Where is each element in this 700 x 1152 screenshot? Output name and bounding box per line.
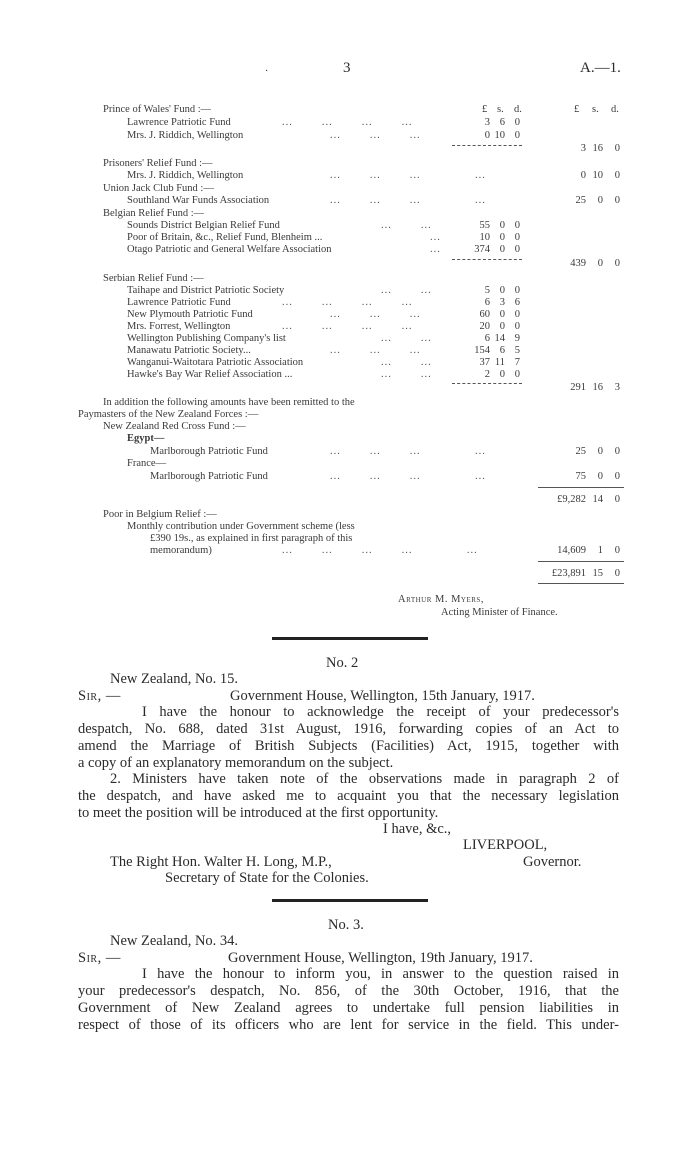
letter2-p2-line1: 2. Ministers have taken note of the observations made in paragraph 2 of bbox=[110, 771, 619, 787]
account-title: Prince of Wales' Fund :— bbox=[103, 104, 212, 115]
page-number: 3 bbox=[343, 60, 351, 76]
leader-dots: ... ... ... ... bbox=[330, 195, 486, 206]
total-shillings: 0 bbox=[597, 446, 603, 457]
total-pence: 0 bbox=[614, 258, 620, 269]
amount-shillings: 0 bbox=[499, 220, 505, 231]
leader-dots: ... ... ... ... bbox=[282, 321, 413, 332]
document-ref: A.—1. bbox=[580, 60, 621, 76]
grand-total-line bbox=[0, 567, 700, 580]
amount-pounds: 60 bbox=[479, 309, 490, 320]
total-pence: 3 bbox=[614, 382, 620, 393]
leader-dots: ... ... bbox=[381, 285, 432, 296]
section-divider bbox=[272, 899, 428, 902]
account-title: Belgian Relief Fund :— bbox=[103, 208, 205, 219]
total-shillings: 16 bbox=[592, 143, 603, 154]
poor-belgium-line2: £390 19s., as explained in first paragraph of this bbox=[150, 533, 353, 544]
amount-pounds: 0 bbox=[484, 130, 490, 141]
total-pounds: 25 bbox=[575, 195, 586, 206]
account-line bbox=[0, 116, 700, 129]
leader-dots: ... ... ... ... bbox=[330, 471, 486, 482]
total-shillings: 1 bbox=[597, 545, 603, 556]
total-shillings: 10 bbox=[592, 170, 603, 181]
leader-dots: ... ... bbox=[381, 220, 432, 231]
amount-pence: 9 bbox=[514, 333, 520, 344]
letter3-ref: New Zealand, No. 34. bbox=[110, 933, 239, 949]
account-line bbox=[0, 194, 700, 207]
account-line-label: Hawke's Bay War Relief Association ... bbox=[127, 369, 293, 380]
amount-shillings: 10 bbox=[494, 130, 505, 141]
col2-pounds: £ bbox=[574, 104, 580, 115]
poor-belgium-line1: Monthly contribution under Government scheme (less bbox=[127, 521, 355, 532]
col2-shillings: s. bbox=[592, 104, 599, 115]
amount-shillings: 0 bbox=[499, 285, 505, 296]
account-line-label: Taihape and District Patriotic Society bbox=[127, 285, 285, 296]
letter2-addressee-line2: Secretary of State for the Colonies. bbox=[165, 870, 369, 886]
subtotal-pence: 0 bbox=[614, 494, 620, 505]
account-line-label: Lawrence Patriotic Fund bbox=[127, 117, 231, 128]
account-title-prince bbox=[0, 103, 700, 116]
account-line-label: Mrs. Forrest, Wellington bbox=[127, 321, 231, 332]
egypt-heading: Egypt— bbox=[127, 433, 165, 444]
remitted-intro-line2: Paymasters of the New Zealand Forces :— bbox=[78, 409, 259, 420]
amount-shillings: 11 bbox=[494, 357, 505, 368]
amount-pence: 0 bbox=[514, 232, 520, 243]
amount-pence: 6 bbox=[514, 297, 520, 308]
leader-dots: ... ... ... bbox=[330, 130, 421, 141]
leader-dots: ... ... ... bbox=[330, 345, 421, 356]
account-line-label: Wellington Publishing Company's list bbox=[127, 333, 286, 344]
leader-dots: ... ... bbox=[381, 369, 432, 380]
leader-dots: ... ... ... ... bbox=[330, 170, 486, 181]
total-shillings: 0 bbox=[597, 258, 603, 269]
leader-dots: ... bbox=[430, 232, 441, 243]
amount-pence: 7 bbox=[514, 357, 520, 368]
letter2-p1-line1: I have the honour to acknowledge the receipt of your predecessor's bbox=[142, 704, 619, 720]
total-pounds: 25 bbox=[575, 446, 586, 457]
grand-total-rule bbox=[538, 561, 624, 562]
amount-pounds: 55 bbox=[479, 220, 490, 231]
amount-pounds: 6 bbox=[484, 333, 490, 344]
subtotal-rule bbox=[538, 487, 624, 488]
amount-shillings: 0 bbox=[499, 244, 505, 255]
account-line-label: Mrs. J. Riddich, Wellington bbox=[127, 170, 244, 181]
total-pounds: 75 bbox=[575, 471, 586, 482]
amount-pence: 0 bbox=[514, 130, 520, 141]
france-heading: France— bbox=[127, 458, 167, 469]
remitted-intro-line1: In addition the following amounts have been remitted to the bbox=[103, 397, 355, 408]
amount-pence: 0 bbox=[514, 321, 520, 332]
total-pence: 0 bbox=[614, 195, 620, 206]
grand-total-shillings: 15 bbox=[592, 568, 603, 579]
letter2-p1-line4: a copy of an explanatory memorandum on the subject. bbox=[78, 755, 394, 771]
total-pence: 0 bbox=[614, 143, 620, 154]
amount-shillings: 6 bbox=[499, 345, 505, 356]
account-line-label: Poor of Britain, &c., Relief Fund, Blenheim ... bbox=[127, 232, 323, 243]
account-total bbox=[0, 257, 700, 270]
letter3-p1-line2: your predecessor's despatch, No. 856, of the 30th October, 1916, that the bbox=[78, 983, 619, 999]
subtotal-shillings: 14 bbox=[592, 494, 603, 505]
letter3-salutation: Sir, — bbox=[78, 950, 121, 966]
letter2-address: Government House, Wellington, 15th January, 1917. bbox=[230, 688, 535, 704]
account-line-label: Manawatu Patriotic Society... bbox=[127, 345, 251, 356]
letter2-number: No. 2 bbox=[326, 655, 359, 671]
amount-pounds: 20 bbox=[479, 321, 490, 332]
amount-pounds: 154 bbox=[474, 345, 490, 356]
header-dot: · bbox=[265, 66, 269, 77]
signature-name: Arthur M. Myers, bbox=[398, 594, 484, 605]
account-line-label: New Plymouth Patriotic Fund bbox=[127, 309, 253, 320]
amount-pounds: 10 bbox=[479, 232, 490, 243]
leader-dots: ... bbox=[430, 244, 441, 255]
poor-belgium-title: Poor in Belgium Relief :— bbox=[103, 509, 217, 520]
grand-total-underline bbox=[538, 583, 624, 584]
leader-dots: ... ... bbox=[381, 357, 432, 368]
account-total bbox=[0, 381, 700, 394]
letter2-closing: I have, &c., bbox=[383, 821, 452, 837]
account-line bbox=[0, 368, 700, 381]
total-pounds: 14,609 bbox=[557, 545, 586, 556]
leader-dots: ... ... ... ... bbox=[282, 297, 413, 308]
account-line-label: Mrs. J. Riddich, Wellington bbox=[127, 130, 244, 141]
letter3-p1-line1: I have the honour to inform you, in answer to the question raised in bbox=[142, 966, 619, 982]
red-cross-fund-title: New Zealand Red Cross Fund :— bbox=[103, 421, 246, 432]
amount-pounds: 5 bbox=[484, 285, 490, 296]
letter2-p1-line2: despatch, No. 688, dated 31st August, 1916, forwarding copies of an Act to bbox=[78, 721, 619, 737]
letter2-ref: New Zealand, No. 15. bbox=[110, 671, 239, 687]
letter2-signer: LIVERPOOL, bbox=[463, 837, 548, 853]
amount-pounds: 374 bbox=[474, 244, 490, 255]
total-pounds: 0 bbox=[580, 170, 586, 181]
leader-dots: ... ... ... ... ... bbox=[282, 545, 478, 556]
amount-pounds: 37 bbox=[479, 357, 490, 368]
letter3-number: No. 3. bbox=[328, 917, 364, 933]
letter3-p1-line3: Government of New Zealand agrees to undertake full pension liabilities in bbox=[78, 1000, 619, 1016]
total-pounds: 439 bbox=[570, 258, 586, 269]
account-title: Union Jack Club Fund :— bbox=[103, 183, 214, 194]
subtotal-pounds: £9,282 bbox=[557, 494, 586, 505]
total-shillings: 16 bbox=[592, 382, 603, 393]
letter2-signer-title: Governor. bbox=[523, 854, 582, 870]
letter2-p2-line2: the despatch, and have asked me to acquaint you that the necessary legislation bbox=[78, 788, 619, 804]
section-divider bbox=[272, 637, 428, 640]
account-total bbox=[0, 142, 700, 155]
account-line bbox=[0, 129, 700, 142]
amount-shillings: 14 bbox=[494, 333, 505, 344]
amount-pounds: 6 bbox=[484, 297, 490, 308]
letter2-p2-line3: to meet the position will be introduced at the first opportunity. bbox=[78, 805, 439, 821]
amount-shillings: 0 bbox=[499, 321, 505, 332]
poor-belgium-total-line bbox=[0, 544, 700, 557]
amount-pounds: 3 bbox=[484, 117, 490, 128]
france-item-label: Marlborough Patriotic Fund bbox=[150, 471, 268, 482]
col1-pence: d. bbox=[514, 104, 522, 115]
egypt-item-label: Marlborough Patriotic Fund bbox=[150, 446, 268, 457]
account-line-label: Otago Patriotic and General Welfare Association bbox=[127, 244, 332, 255]
subtotal-line bbox=[0, 493, 700, 506]
leader-dots: ... ... ... ... bbox=[330, 446, 486, 457]
account-title: Serbian Relief Fund :— bbox=[103, 273, 204, 284]
account-line-label: Wanganui-Waitotara Patriotic Association bbox=[127, 357, 304, 368]
letter2-addressee-line1: The Right Hon. Walter H. Long, M.P., bbox=[110, 854, 332, 870]
amount-shillings: 0 bbox=[499, 309, 505, 320]
amount-pence: 0 bbox=[514, 369, 520, 380]
france-line bbox=[0, 470, 700, 483]
account-line bbox=[0, 243, 700, 256]
account-title: Prisoners' Relief Fund :— bbox=[103, 158, 213, 169]
account-line-label: Southland War Funds Association bbox=[127, 195, 270, 206]
total-pence: 0 bbox=[614, 170, 620, 181]
amount-pence: 0 bbox=[514, 220, 520, 231]
amount-shillings: 6 bbox=[499, 117, 505, 128]
total-pence: 0 bbox=[614, 446, 620, 457]
amount-pence: 0 bbox=[514, 117, 520, 128]
egypt-line bbox=[0, 445, 700, 458]
amount-pence: 5 bbox=[514, 345, 520, 356]
amount-shillings: 0 bbox=[499, 369, 505, 380]
col2-pence: d. bbox=[611, 104, 619, 115]
amount-pounds: 2 bbox=[484, 369, 490, 380]
total-pence: 0 bbox=[614, 545, 620, 556]
total-pounds: 3 bbox=[580, 143, 586, 154]
total-pence: 0 bbox=[614, 471, 620, 482]
letter3-p1-line4: respect of those of its officers who are lent for service in the field. This under- bbox=[78, 1017, 619, 1033]
account-line bbox=[0, 169, 700, 182]
letter2-salutation: Sir, — bbox=[78, 688, 121, 704]
signature-title: Acting Minister of Finance. bbox=[441, 607, 558, 618]
col1-shillings: s. bbox=[497, 104, 504, 115]
account-line-label: Lawrence Patriotic Fund bbox=[127, 297, 231, 308]
account-line-label: Sounds District Belgian Relief Fund bbox=[127, 220, 280, 231]
leader-dots: ... ... bbox=[381, 333, 432, 344]
letter3-address: Government House, Wellington, 19th January, 1917. bbox=[228, 950, 533, 966]
amount-pence: 0 bbox=[514, 244, 520, 255]
letter2-p1-line3: amend the Marriage of British Subjects (Facilities) Act, 1915, together with bbox=[78, 738, 619, 754]
poor-belgium-line3: memorandum) bbox=[150, 545, 212, 556]
total-shillings: 0 bbox=[597, 195, 603, 206]
amount-pence: 0 bbox=[514, 285, 520, 296]
total-pounds: 291 bbox=[570, 382, 586, 393]
col1-pounds: £ bbox=[482, 104, 488, 115]
total-shillings: 0 bbox=[597, 471, 603, 482]
grand-total-pounds: £23,891 bbox=[551, 568, 586, 579]
leader-dots: ... ... ... bbox=[330, 309, 421, 320]
leader-dots: ... ... ... ... bbox=[282, 117, 413, 128]
amount-shillings: 0 bbox=[499, 232, 505, 243]
amount-pence: 0 bbox=[514, 309, 520, 320]
grand-total-pence: 0 bbox=[614, 568, 620, 579]
amount-shillings: 3 bbox=[499, 297, 505, 308]
